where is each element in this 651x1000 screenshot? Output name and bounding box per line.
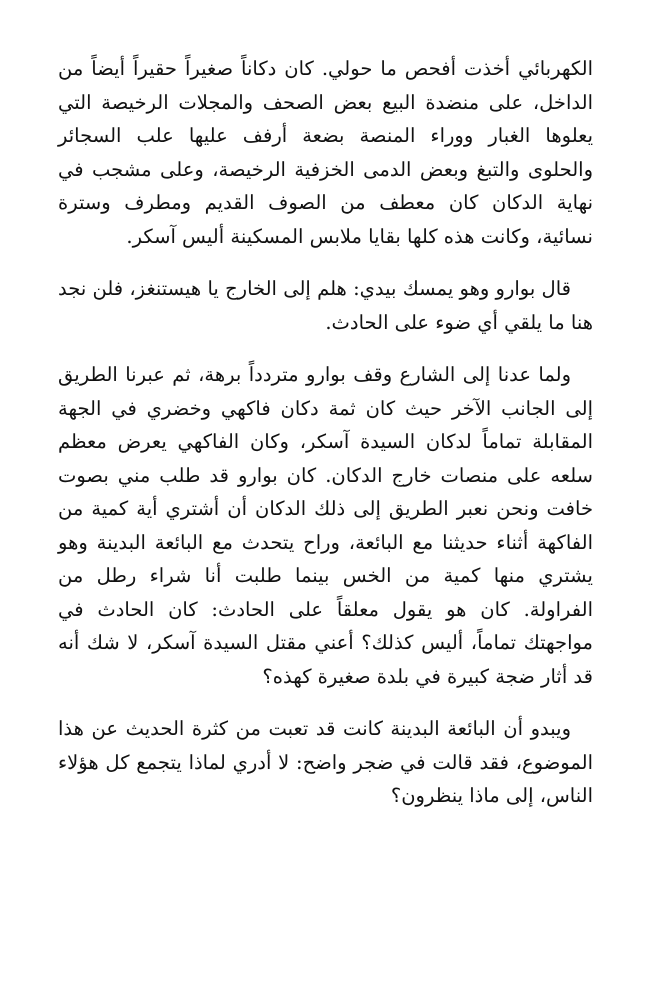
- paragraph-1: الكهربائي أخذت أفحص ما حولي. كان دكاناً صغيراً حقيراً أيضاً من الداخل، على منضدة البيع بعض الصحف والمجلات الرخيصة التي يعلوها الغبار ووراء المنصة بضعة أرفف عليها علب السجائر والحلوى والتبغ وبعض الدمى الخزفية الرخيصة، وعلى مشجب في نهاية الدكان كان معطف من الصوف القديم ومطرف وسترة نسائية، وكانت هذه كلها بقايا ملابس المسكينة أليس آسكر.: [58, 57, 593, 248]
- paragraph-4: ويبدو أن البائعة البدينة كانت قد تعبت من كثرة الحديث عن هذا الموضوع، فقد قالت في ضجر واضح: لا أدري لماذا يتجمع كل هؤلاء الناس، إلى ماذا ينظرون؟: [58, 717, 593, 807]
- page-body: [58, 52, 593, 1000]
- paragraph-2: قال بوارو وهو يمسك بيدي: هلم إلى الخارج يا هيستنغز، فلن نجد هنا ما يلقي أي ضوء على الحادث.: [58, 277, 593, 334]
- paragraph-3: ولما عدنا إلى الشارع وقف بوارو متردداً برهة، ثم عبرنا الطريق إلى الجانب الآخر حيث كان ثمة دكان فاكهي وخضري في الجهة المقابلة تماماً لدكان السيدة آسكر، وكان الفاكهي يعرض معظم سلعه على منصات خارج الدكان. كان بوارو قد طلب مني بصوت خافت ونحن نعبر الطريق إلى ذلك الدكان أن أشتري أية كمية من الفاكهة أثناء حديثنا مع البائعة، وراح يتحدث مع البائعة البدينة وهو يشتري منها كمية من الخس بينما طلبت أنا شراء رطل من الفراولة. كان هو يقول معلقاً على الحادث: كان الحادث في مواجهتك تماماً، أليس كذلك؟ أعني مقتل السيدة آسكر، لا شك أنه قد أثار ضجة كبيرة في بلدة صغيرة كهذه؟: [58, 363, 593, 688]
